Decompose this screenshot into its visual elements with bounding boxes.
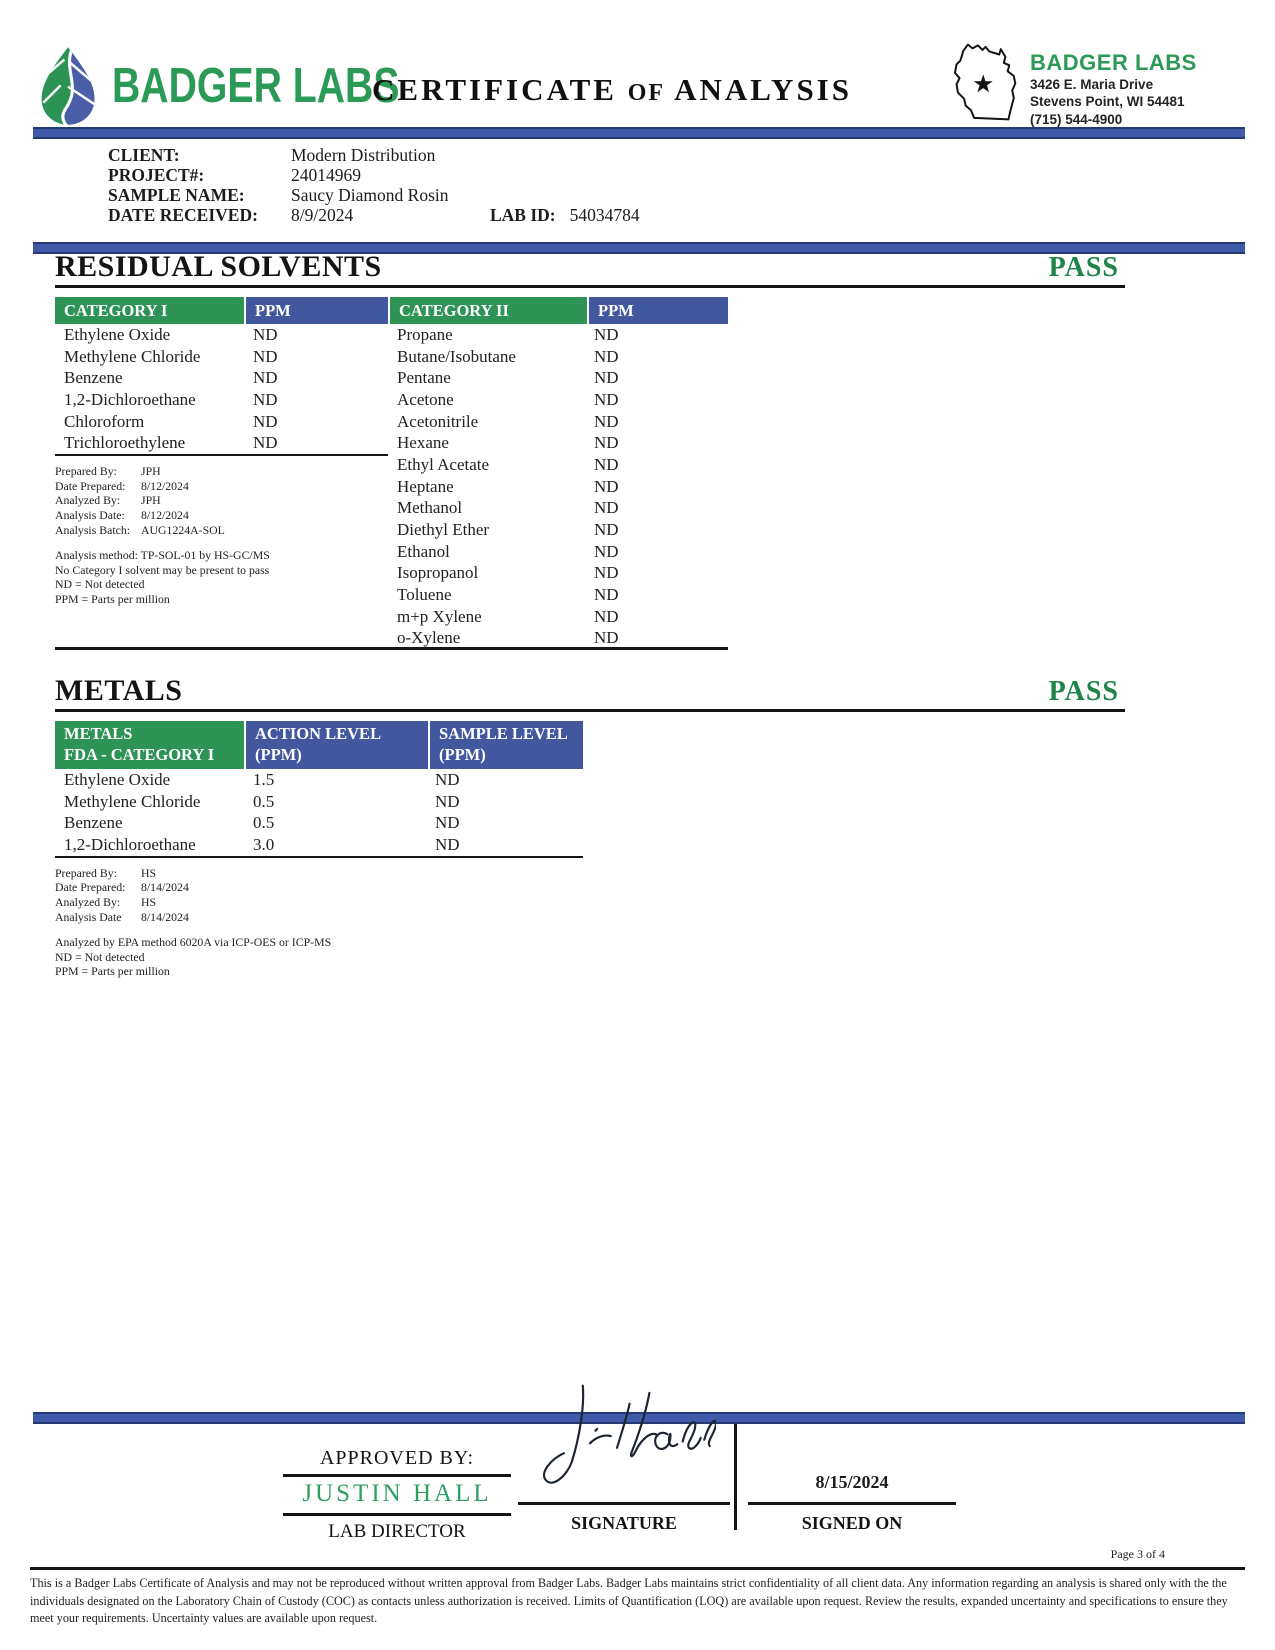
table-row: Ethanol ND — [397, 541, 619, 561]
metals-rows — [55, 769, 583, 858]
meta-row: Prepared By: JPH — [55, 464, 161, 479]
lab-address-line2: Stevens Point, WI 54481 — [1030, 94, 1185, 110]
table-row: Methylene Chloride ND — [64, 346, 278, 366]
note-line: Analysis method: TP-SOL-01 by HS-GC/MS — [55, 548, 270, 563]
table-row: Heptane ND — [397, 476, 619, 496]
meta-row: Date Prepared: 8/14/2024 — [55, 880, 189, 895]
table-row: 1,2-Dichloroethane 3.0 ND — [64, 834, 460, 854]
signed-on-date: 8/15/2024 — [815, 1472, 889, 1492]
meta-row: Date Prepared: 8/12/2024 — [55, 478, 189, 493]
sample-name-row — [108, 186, 640, 206]
col-header-ppm1: PPM — [246, 297, 388, 324]
page-number: Page 3 of 4 — [1110, 1547, 1165, 1561]
note-line: ND = Not detected — [55, 577, 145, 592]
signature-image — [518, 1368, 730, 1502]
col-header-metals: METALS FDA - CATEGORY I — [55, 721, 244, 769]
client-label: CLIENT: — [108, 145, 180, 166]
col-header-category1: CATEGORY I — [55, 297, 244, 324]
signature-block — [518, 1368, 730, 1534]
date-received-label: DATE RECEIVED: — [108, 204, 258, 225]
page-title — [372, 72, 852, 108]
metals-notes-block — [55, 935, 583, 979]
col-header-sample-level: SAMPLE LEVEL (PPM) — [430, 721, 583, 769]
signed-on-label: SIGNED ON — [801, 1513, 903, 1533]
divider-bar-top — [33, 127, 1245, 139]
table-row: 1,2-Dichloroethane ND — [64, 389, 278, 409]
handwritten-signature-icon — [536, 1374, 716, 1500]
table-row: Toluene ND — [397, 585, 619, 605]
metals-header — [55, 674, 1125, 712]
footer-disclaimer: This is a Badger Labs Certificate of Analysis and may not be reproduced without written approval from Badger Labs. Badger Labs maintains strict confidentiality of all client data. Any information regarding an analysis is shared only with the the individuals designated on the Laboratory Chain of Custody (COC) as contacts unless authorization is received. Limits of Quantification (LOQ) are available upon request. Review the results, expanded uncertainty and specifications to ensure they meet your requirements. Uncertainty values are available upon request. — [30, 1576, 1228, 1625]
table-row: Acetonitrile ND — [397, 411, 619, 431]
project-label: PROJECT#: — [108, 165, 205, 186]
approver-name: JUSTIN HALL — [283, 1477, 511, 1516]
residual-solvents-title: RESIDUAL SOLVENTS — [55, 250, 382, 283]
sample-name-label: SAMPLE NAME: — [108, 185, 245, 205]
table-row: Ethyl Acetate ND — [397, 454, 619, 474]
date-received-value: 8/9/2024 — [291, 204, 354, 225]
title-of: OF — [627, 80, 666, 106]
table-row: Benzene ND — [64, 368, 278, 388]
table-row: Butane/Isobutane ND — [397, 346, 619, 366]
table-row: Diethyl Ether ND — [397, 520, 619, 540]
wisconsin-state-icon — [942, 38, 1026, 126]
table-row: Ethylene Oxide ND — [64, 324, 278, 344]
table-row: Ethylene Oxide 1.5 ND — [64, 769, 460, 789]
lab-name: BADGER LABS — [1030, 50, 1197, 75]
lab-phone: (715) 544-4900 — [1030, 111, 1123, 127]
signature-divider — [734, 1424, 737, 1530]
meta-row: Analysis Batch: AUG1224A-SOL — [55, 522, 225, 537]
date-received-row — [108, 205, 640, 225]
table-row: Isopropanol ND — [397, 563, 619, 583]
note-line: PPM = Parts per million — [55, 964, 170, 979]
table-row: Methanol ND — [397, 498, 619, 518]
metals-table-header — [55, 721, 583, 769]
category2-column — [388, 324, 726, 649]
metals-meta-block — [55, 866, 583, 924]
metals-table — [55, 721, 583, 979]
residual-solvents-section — [55, 250, 1125, 650]
residual-solvents-table — [55, 297, 728, 650]
lab-address-line1: 3426 E. Maria Drive — [1030, 77, 1154, 92]
meta-row: Analyzed By: JPH — [55, 493, 161, 508]
table-row: o-Xylene ND — [397, 628, 619, 648]
footer-rule — [30, 1567, 1245, 1570]
lab-id-label: LAB ID: — [490, 204, 556, 225]
metals-section — [55, 674, 1125, 979]
table-row: Acetone ND — [397, 389, 619, 409]
col-header-ppm2: PPM — [589, 297, 728, 324]
badger-labs-leaf-icon — [36, 46, 100, 126]
col-header-action-level: ACTION LEVEL (PPM) — [246, 721, 428, 769]
approver-title: LAB DIRECTOR — [328, 1521, 466, 1542]
meta-row: Analysis Date 8/14/2024 — [55, 909, 189, 924]
meta-row: Prepared By: HS — [55, 865, 157, 880]
note-line: PPM = Parts per million — [55, 591, 170, 606]
note-line: Analyzed by EPA method 6020A via ICP-OES or ICP-MS — [55, 935, 332, 950]
meta-row: Analyzed By: HS — [55, 894, 157, 909]
solvents-table-header — [55, 297, 728, 324]
sample-name-value: Saucy Diamond Rosin — [291, 185, 449, 205]
client-row — [108, 146, 640, 166]
table-row: Chloroform ND — [64, 411, 278, 431]
table-row: m+p Xylene ND — [397, 606, 619, 626]
metals-title: METALS — [55, 674, 183, 707]
lab-id-value: 54034784 — [569, 204, 640, 225]
table-row: Pentane ND — [397, 368, 619, 388]
solvents-notes-block — [55, 548, 388, 606]
category1-column — [55, 324, 388, 606]
approved-by-label: APPROVED BY: — [283, 1447, 511, 1477]
meta-row: Analysis Date: 8/12/2024 — [55, 507, 189, 522]
col-header-category2: CATEGORY II — [390, 297, 587, 324]
residual-solvents-header — [55, 250, 1125, 288]
table-row: Trichloroethylene ND — [64, 433, 278, 453]
project-row — [108, 166, 640, 186]
lab-address — [1030, 50, 1197, 128]
table-row: Hexane ND — [397, 433, 619, 453]
client-value: Modern Distribution — [291, 145, 436, 166]
title-part1: CERTIFICATE — [372, 72, 617, 107]
solvents-meta-block — [55, 464, 388, 537]
note-line: No Category I solvent may be present to pass — [55, 562, 270, 577]
table-row: Methylene Chloride 0.5 ND — [64, 791, 460, 811]
signed-on-block — [748, 1468, 956, 1534]
sample-info-block — [108, 146, 640, 225]
title-part3: ANALYSIS — [674, 72, 852, 107]
brand-wordmark: BADGER LABS — [112, 59, 400, 113]
signature-label: SIGNATURE — [571, 1513, 677, 1533]
lab-contact-block — [942, 38, 1197, 128]
metals-status-badge: PASS — [1048, 676, 1119, 707]
table-row: Propane ND — [397, 324, 619, 344]
table-row: Benzene 0.5 ND — [64, 813, 460, 833]
residual-solvents-status-badge: PASS — [1048, 252, 1119, 283]
project-value: 24014969 — [291, 165, 361, 186]
approved-by-block — [283, 1447, 511, 1543]
note-line: ND = Not detected — [55, 949, 145, 964]
